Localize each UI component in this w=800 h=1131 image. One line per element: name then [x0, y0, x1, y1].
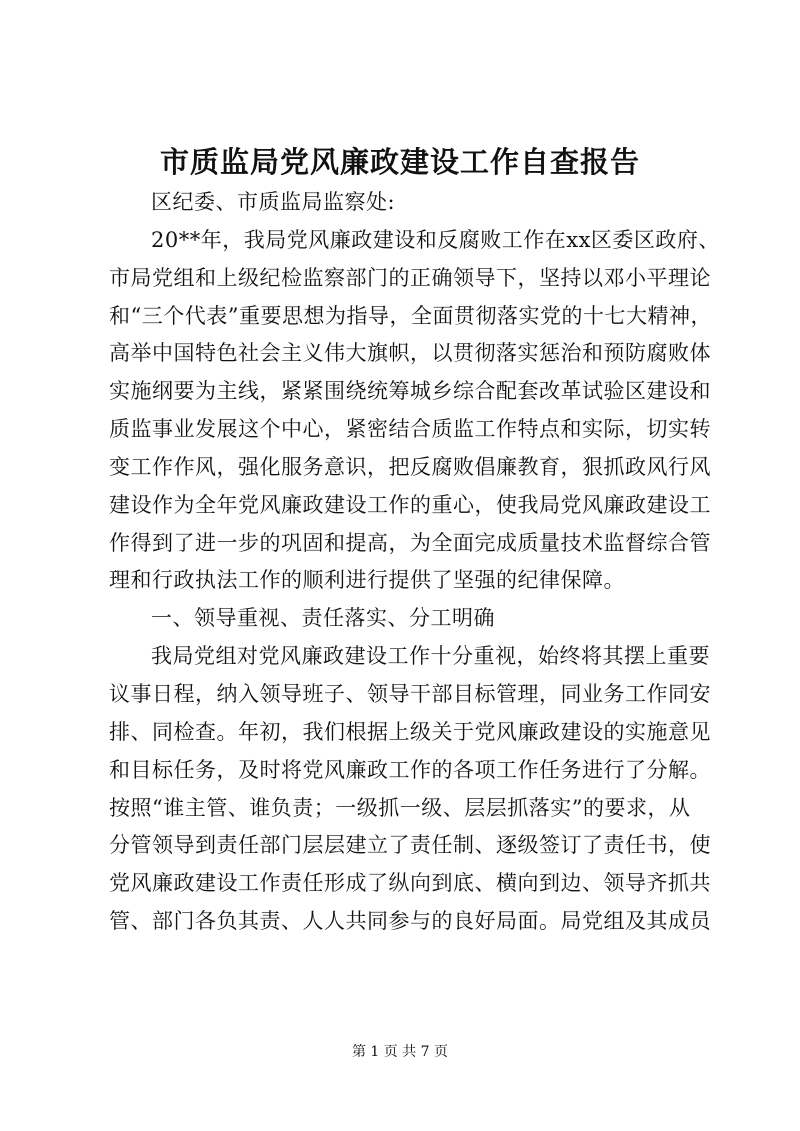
paragraph-line: 和目标任务，及时将党风廉政工作的各项工作任务进行了分解。 — [109, 757, 711, 782]
paragraph-line: 我局党组对党风廉政建设工作十分重视，始终将其摆上重要 — [151, 644, 710, 669]
document-body — [109, 184, 720, 941]
paragraph-line: 管、部门各负其责、人人共同参与的良好局面。局党组及其成员 — [109, 909, 711, 934]
paragraph-line: 党风廉政建设工作责任形成了纵向到底、横向到边、领导齐抓共 — [109, 871, 711, 896]
document-title: 市质监局党风廉政建设工作自查报告 — [159, 145, 640, 179]
salutation-line: 区纪委、市质监局监察处: — [151, 190, 396, 214]
section-heading: 一、领导重视、责任落实、分工明确 — [151, 606, 495, 631]
paragraph-line: 按照“谁主管、谁负责；一级抓一级、层层抓落实”的要求，从 — [109, 795, 691, 820]
paragraph-line: 变工作作风，强化服务意识，把反腐败倡廉教育，狠抓政风行风 — [109, 454, 711, 479]
paragraph-line: 20**年，我局党风廉政建设和反腐败工作在xx区委区政府、 — [151, 227, 720, 252]
paragraph-line: 理和行政执法工作的顺利进行提供了坚强的纪律保障。 — [109, 568, 625, 593]
page-number-footer: 第 1 页 共 7 页 — [351, 1044, 449, 1060]
paragraph-line: 分管领导到责任部门层层建立了责任制、逐级签订了责任书，使 — [109, 833, 711, 858]
paragraph-line: 作得到了进一步的巩固和提高，为全面完成质量技术监督综合管 — [109, 530, 711, 555]
paragraph-line: 实施纲要为主线，紧紧围绕统筹城乡综合配套改革试验区建设和 — [109, 379, 711, 404]
paragraph-line: 质监事业发展这个中心，紧密结合质监工作特点和实际，切实转 — [109, 417, 711, 442]
paragraph-line: 高举中国特色社会主义伟大旗帜，以贯彻落实惩治和预防腐败体 — [109, 341, 711, 366]
paragraph-line: 建设作为全年党风廉政建设工作的重心，使我局党风廉政建设工 — [109, 492, 711, 517]
paragraph-line: 排、同检查。年初，我们根据上级关于党风廉政建设的实施意见 — [109, 719, 711, 744]
paragraph-line: 和“三个代表”重要思想为指导，全面贯彻落实党的十七大精神， — [109, 303, 712, 328]
paragraph-line: 市局党组和上级纪检监察部门的正确领导下，坚持以邓小平理论 — [109, 265, 711, 290]
paragraph-line: 议事日程，纳入领导班子、领导干部目标管理，同业务工作同安 — [109, 681, 711, 706]
